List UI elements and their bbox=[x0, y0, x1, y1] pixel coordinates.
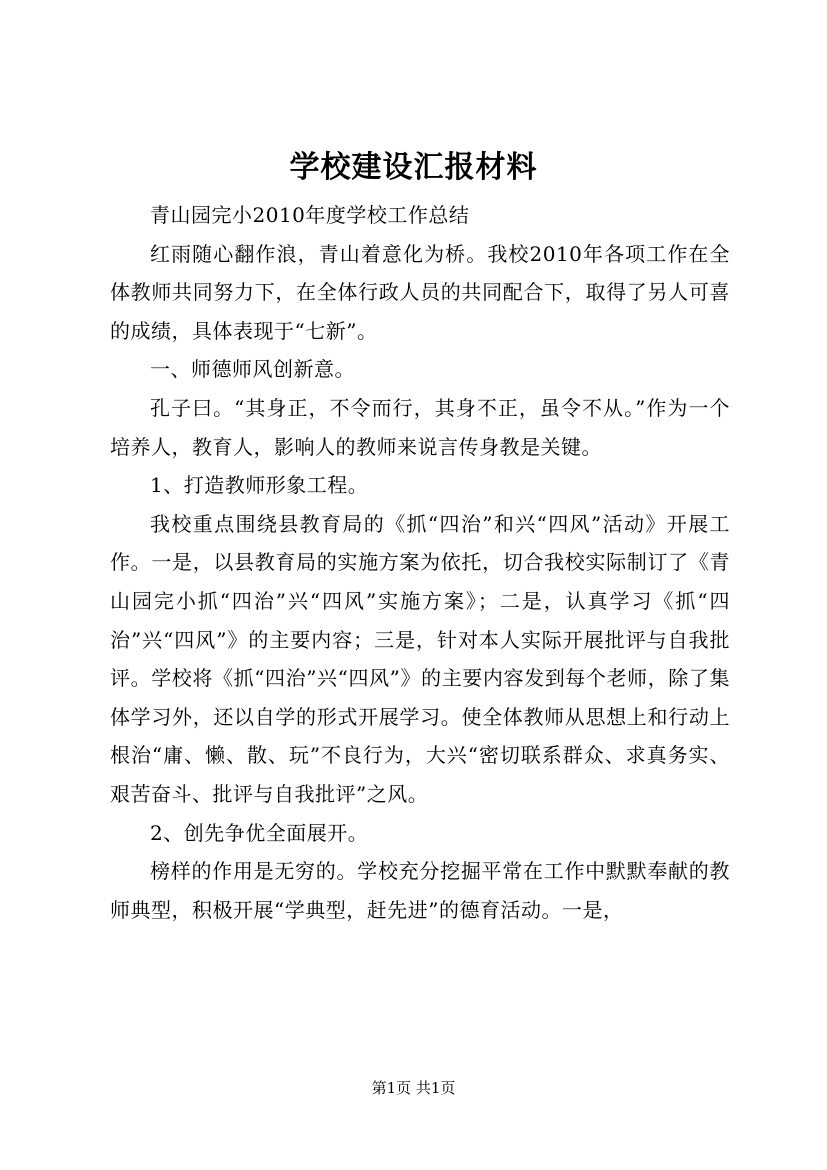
document-body bbox=[110, 196, 730, 929]
page-number-footer: 第1页 共1页 bbox=[371, 1079, 456, 1097]
heading-item-1: 1、打造教师形象工程。 bbox=[150, 473, 369, 498]
document-title: 学校建设汇报材料 bbox=[289, 150, 538, 185]
paragraph-subtitle: 青山园完小2010年度学校工作总结 bbox=[150, 203, 470, 227]
heading-section-1: 一、师德师风创新意。 bbox=[150, 357, 355, 382]
paragraph-item-1-body: 我校重点围绕县教育局的《抓“四治”和兴“四风”活动》开展工作。一是，以县教育局的实施方案为依托，切合我校实际制订了《青山园完小抓“四治”兴“四风”实施方案》；二是，认真学习《抓“四治”兴“四风”》的主要内容；三是，针对本人实际开展批评与自我批评。学校将《抓“四治”兴“四风”》的主要内容发到每个老师，除了集体学习外，还以自学的形式开展学习。使全体教师从思想上和行动上根治“庸、懒、散、玩”不良行为，大兴“密切联系群众、求真务实、艰苦奋斗、批评与自我批评”之风。 bbox=[110, 511, 730, 806]
heading-item-2: 2、创先争优全面展开。 bbox=[150, 820, 369, 845]
paragraph-item-2-body: 榜样的作用是无穷的。学校充分挖掘平常在工作中默默奉献的教师典型，积极开展“学典型，赶先进”的德育活动。一是， bbox=[110, 859, 730, 922]
paragraph-confucius-quote: 孔子曰。“其身正，不令而行，其身不正，虽令不从。”作为一个培养人，教育人，影响人的教师来说言传身教是关键。 bbox=[110, 395, 730, 459]
paragraph-intro: 红雨随心翻作浪，青山着意化为桥。我校2010年各项工作在全体教师共同努力下，在全体行政人员的共同配合下，取得了另人可喜的成绩，具体表现于“七新”。 bbox=[110, 241, 730, 343]
